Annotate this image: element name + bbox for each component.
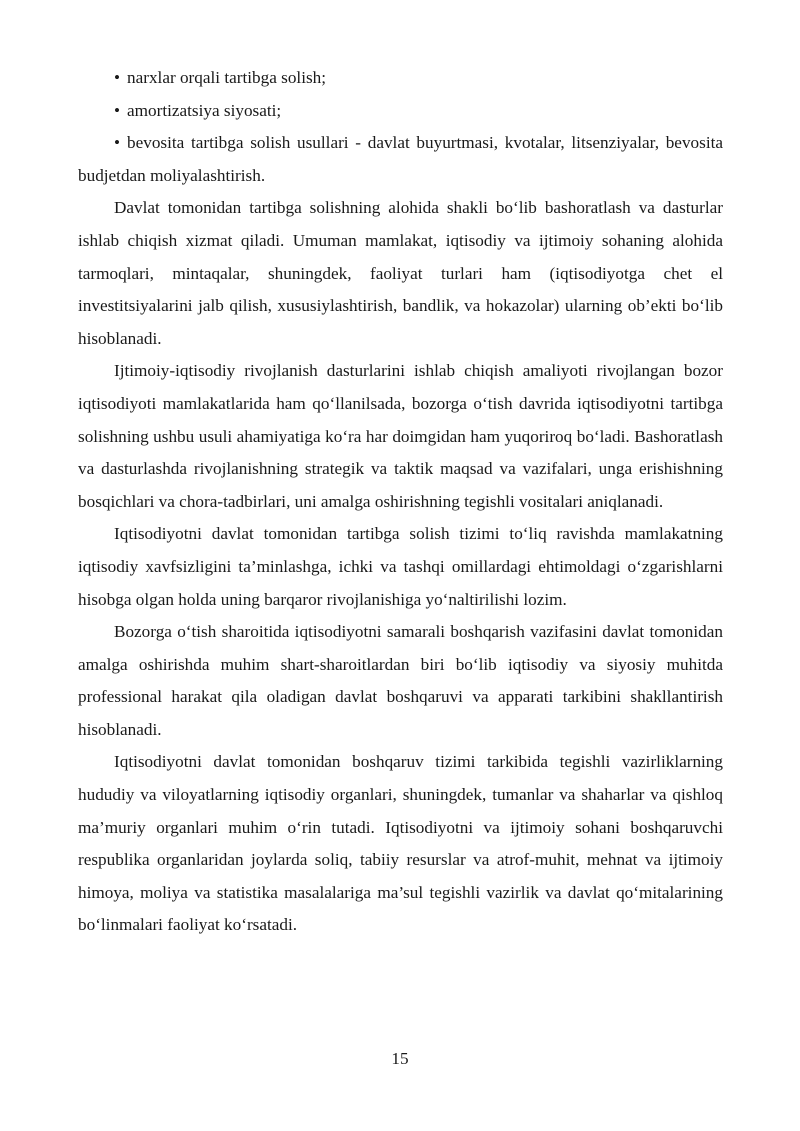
bullet-text: narxlar orqali tartibga solish; — [127, 68, 327, 87]
paragraph: Ijtimoiy-iqtisodiy rivojlanish dasturlarini ishlab chiqish amaliyoti rivojlangan bozor iqtisodiyoti mamlakatlarida ham qo‘llanilsada, bozorga o‘tish davrida iqtisodiyotni tartibga solishning ushbu usuli ahamiyatiga ko‘ra har doimgidan ham yuqoriroq bo‘ladi. Bashoratlash va dasturlashda rivojlanishning strategik va taktik maqsad va vazifalari, unga erishishning bosqichlari va chora-tadbirlari, uni amalga oshirishning tegishli vositalari aniqlanadi. — [78, 361, 723, 511]
paragraph: Bozorga o‘tish sharoitida iqtisodiyotni samarali boshqarish vazifasini davlat tomonidan amalga oshirishda muhim shart-sharoitlardan biri bo‘lib iqtisodiy va siyosiy muhitda professional harakat qila oladigan davlat boshqaruvi va apparati tarkibini shakllantirish hisoblanadi. — [78, 622, 723, 739]
paragraph: Iqtisodiyotni davlat tomonidan tartibga solish tizimi to‘liq ravishda mamlakatning iqtisodiy xavfsizligini ta’minlashga, ichki va tashqi omillardagi ehtimoldagi o‘zgarishlarni hisobga olgan holda uning barqaror rivojlanishiga yo‘naltirilishi lozim. — [78, 524, 723, 609]
bullet-item — [78, 95, 723, 128]
bullet-icon: • — [114, 100, 121, 120]
bullet-item — [78, 62, 723, 95]
page-number: 15 — [391, 1049, 409, 1068]
bullet-icon: • — [114, 133, 121, 153]
bullet-text: bevosita tartibga solish usullari - davlat buyurtmasi, kvotalar, litsenziyalar, bevosita budjetdan moliyalashtirish. — [78, 133, 723, 185]
paragraph: Iqtisodiyotni davlat tomonidan boshqaruv tizimi tarkibida tegishli vazirliklarning hududiy va viloyatlarning iqtisodiy organlari, shuningdek, tumanlar va shaharlar va qishloq ma’muriy organlari muhim o‘rin tutadi. Iqtisodiyotni va ijtimoiy sohani boshqaruvchi respublika organlaridan joylarda soliq, tabiiy resurslar va atrof-muhit, mehnat va ijtimoiy himoya, moliya va statistika masalalariga ma’sul tegishli vazirlik va davlat qo‘mitalarining bo‘linmalari faoliyat ko‘rsatadi. — [78, 752, 723, 935]
bullet-icon: • — [114, 68, 121, 87]
document-page — [78, 62, 723, 942]
bullet-item — [78, 127, 723, 192]
paragraph: Davlat tomonidan tartibga solishning alohida shakli bo‘lib bashoratlash va dasturlar ishlab chiqish xizmat qiladi. Umuman mamlakat, iqtisodiy va ijtimoiy sohaning alohida tarmoqlari, mintaqalar, shuningdek, faoliyat turlari ham (iqtisodiyotga chet el investitsiyalarini jalb qilish, xususiylashtirish, bandlik, va hokazolar) ularning ob’ekti bo‘lib hisoblanadi. — [78, 198, 723, 348]
bullet-text: amortizatsiya siyosati; — [127, 100, 282, 120]
